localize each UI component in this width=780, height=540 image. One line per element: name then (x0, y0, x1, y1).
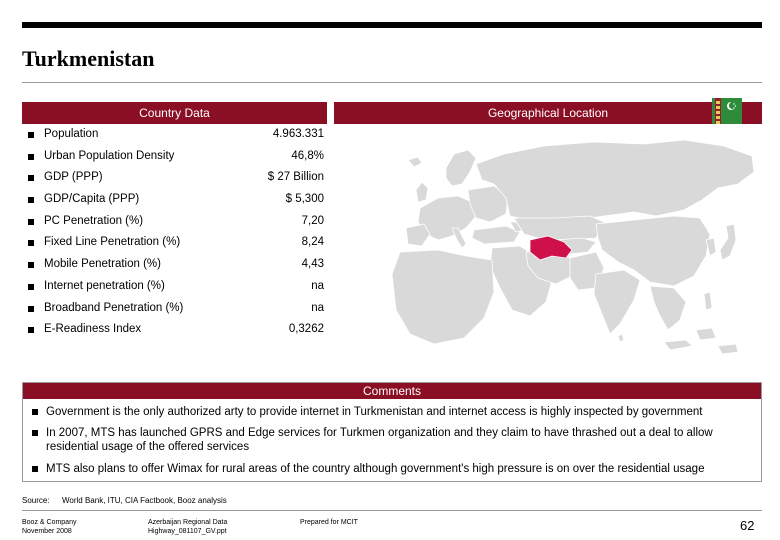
data-row-urban-density (28, 146, 324, 168)
data-row-internet (28, 276, 324, 298)
data-label: Urban Population Density (44, 149, 175, 162)
country-data-list (28, 124, 324, 341)
footer-divider (22, 510, 762, 511)
bullet-icon (28, 219, 34, 225)
geo-location-header: Geographical Location (334, 102, 762, 124)
bullet-icon (28, 154, 34, 160)
bullet-icon (28, 327, 34, 333)
source-label: Source: (22, 496, 50, 505)
data-value: 7,20 (301, 214, 324, 227)
comments-box (22, 382, 762, 482)
data-row-gdp (28, 167, 324, 189)
bullet-icon (32, 430, 38, 436)
eurasia-map (334, 124, 762, 374)
data-value: $ 27 Billion (267, 171, 324, 184)
data-row-fixed-line (28, 232, 324, 254)
page-number: 62 (740, 518, 755, 533)
comment-text: Government is the only authorized arty to provide internet in Turkmenistan and internet access is highly inspected by government (46, 406, 703, 418)
data-row-gdp-capita (28, 189, 324, 211)
bullet-icon (32, 466, 38, 472)
data-value: 0,3262 (288, 323, 324, 336)
bullet-icon (28, 132, 34, 138)
data-value: na (311, 279, 324, 292)
footer-doc-file: Highway_081107_GV.ppt (148, 528, 227, 535)
bullet-icon (28, 262, 34, 268)
data-value: na (311, 301, 324, 314)
footer-doc-title: Azerbaijan Regional Data (148, 519, 228, 526)
data-label: Fixed Line Penetration (%) (44, 236, 181, 249)
page-title: Turkmenistan (22, 46, 155, 71)
bullet-icon (28, 284, 34, 290)
top-rule (22, 22, 762, 28)
bullet-icon (28, 197, 34, 203)
footer-company (22, 518, 76, 536)
data-label: Internet penetration (%) (44, 279, 165, 292)
comment-text: In 2007, MTS has launched GPRS and Edge services for Turkmen organization and they claim to have thrashed out a deal to allow residential usage of the offered services (46, 427, 713, 453)
data-label: PC Penetration (%) (44, 214, 144, 227)
bullet-icon (28, 175, 34, 181)
comments-header: Comments (23, 383, 761, 399)
bullet-icon (28, 240, 34, 246)
source-text: World Bank, ITU, CIA Factbook, Booz analysis (62, 496, 227, 505)
data-value: 46,8% (291, 149, 324, 162)
data-row-population (28, 124, 324, 146)
footer-document (148, 518, 227, 536)
data-value: 8,24 (301, 236, 324, 249)
footer-date: November 2008 (22, 528, 72, 535)
data-row-broadband (28, 298, 324, 320)
data-label: Broadband Penetration (%) (44, 301, 184, 314)
bullet-icon (32, 409, 38, 415)
comment-text: MTS also plans to offer Wimax for rural areas of the country although government's high pressure is on over the residential usage (46, 463, 705, 475)
data-label: GDP (PPP) (44, 171, 103, 184)
data-label: GDP/Capita (PPP) (44, 193, 140, 206)
data-label: Population (44, 128, 99, 140)
title-divider (22, 82, 762, 83)
data-label: Mobile Penetration (%) (44, 258, 161, 271)
data-row-e-readiness (28, 319, 324, 341)
country-data-header: Country Data (22, 102, 327, 124)
footer-prepared-for: Prepared for MCIT (300, 519, 358, 526)
bullet-icon (28, 306, 34, 312)
data-row-pc-penetration (28, 211, 324, 233)
turkmenistan-flag-icon (712, 98, 742, 126)
data-value: 4,43 (301, 258, 324, 271)
data-value: $ 5,300 (285, 193, 324, 206)
footer-company-name: Booz & Company (22, 519, 77, 526)
data-row-mobile (28, 254, 324, 276)
data-value: 4.963.331 (272, 128, 324, 140)
data-label: E-Readiness Index (44, 323, 142, 336)
